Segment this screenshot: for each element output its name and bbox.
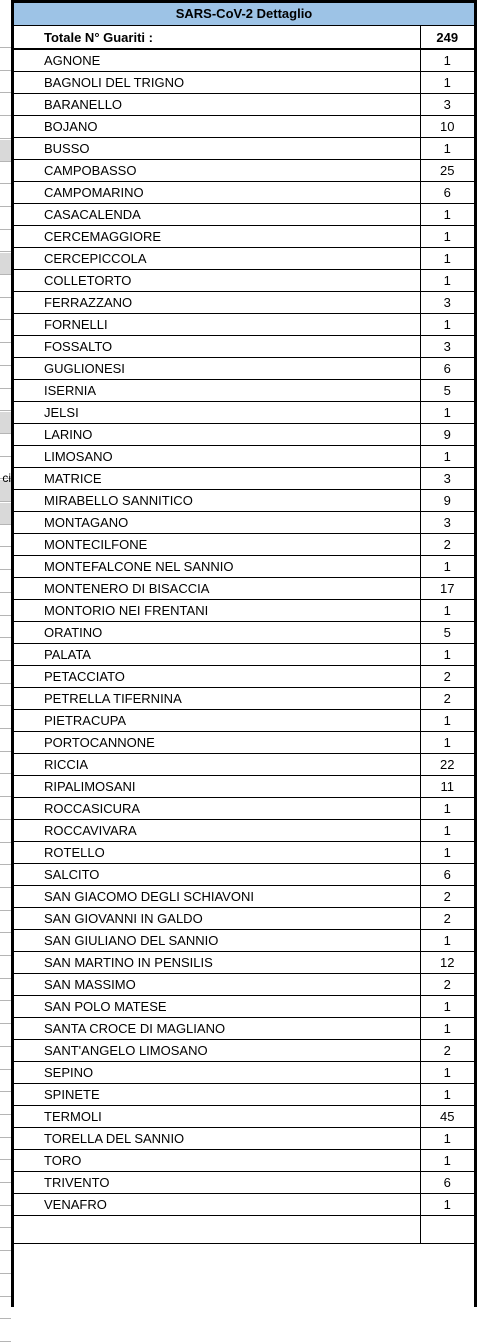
left-grid-cell bbox=[0, 1206, 11, 1228]
left-grid-cell bbox=[0, 1025, 11, 1047]
municipality-name: RICCIA bbox=[40, 753, 420, 775]
municipality-name: CAMPOMARINO bbox=[40, 181, 420, 203]
municipality-name: ROCCAVIVARA bbox=[40, 819, 420, 841]
table-row bbox=[14, 1127, 474, 1149]
municipality-name: BARANELLO bbox=[40, 93, 420, 115]
left-grid-cell bbox=[0, 94, 11, 116]
left-grid-cell bbox=[0, 843, 11, 865]
table-row bbox=[14, 709, 474, 731]
recovered-count: 2 bbox=[420, 1039, 474, 1061]
left-grid-cell bbox=[0, 276, 11, 298]
table-row bbox=[14, 797, 474, 819]
table-row bbox=[14, 577, 474, 599]
table-row bbox=[14, 1105, 474, 1127]
municipality-name: AGNONE bbox=[40, 49, 420, 71]
table-row bbox=[14, 203, 474, 225]
left-grid-cell bbox=[0, 889, 11, 911]
recovered-count: 1 bbox=[420, 1061, 474, 1083]
recovered-count: 1 bbox=[420, 995, 474, 1017]
recovered-count: 1 bbox=[420, 401, 474, 423]
municipality-name: TRIVENTO bbox=[40, 1171, 420, 1193]
left-grid-cell bbox=[0, 367, 11, 389]
table-row bbox=[14, 885, 474, 907]
left-grid-cell bbox=[0, 253, 11, 275]
table-row bbox=[14, 731, 474, 753]
municipality-name: CERCEPICCOLA bbox=[40, 247, 420, 269]
table-row bbox=[14, 951, 474, 973]
table-row bbox=[14, 511, 474, 533]
table-row bbox=[14, 1061, 474, 1083]
left-grid-cell bbox=[0, 71, 11, 93]
municipality-name: MIRABELLO SANNITICO bbox=[40, 489, 420, 511]
left-grid-cell bbox=[0, 298, 11, 320]
municipality-name: MONTAGANO bbox=[40, 511, 420, 533]
left-grid-cell bbox=[0, 185, 11, 207]
municipality-name: FORNELLI bbox=[40, 313, 420, 335]
recovered-count: 1 bbox=[420, 731, 474, 753]
left-grid-cell bbox=[0, 525, 11, 547]
recovered-count: 1 bbox=[420, 203, 474, 225]
total-label: Totale N° Guariti : bbox=[40, 26, 420, 49]
recovered-count: 1 bbox=[420, 643, 474, 665]
left-grid-cell bbox=[0, 957, 11, 979]
left-grid-cell bbox=[0, 798, 11, 820]
left-grid-cell bbox=[0, 321, 11, 343]
recovered-count: 3 bbox=[420, 93, 474, 115]
municipality-name: BUSSO bbox=[40, 137, 420, 159]
table-row bbox=[14, 929, 474, 951]
municipality-name: BOJANO bbox=[40, 115, 420, 137]
table-row bbox=[14, 687, 474, 709]
left-grid-cell bbox=[0, 548, 11, 570]
table-row bbox=[14, 137, 474, 159]
table-row bbox=[14, 1083, 474, 1105]
table-row bbox=[14, 1171, 474, 1193]
recovered-count: 1 bbox=[420, 841, 474, 863]
municipality-name: PETRELLA TIFERNINA bbox=[40, 687, 420, 709]
municipality-name: TERMOLI bbox=[40, 1105, 420, 1127]
table-row bbox=[14, 665, 474, 687]
recovered-count: 1 bbox=[420, 49, 474, 71]
recovered-count: 9 bbox=[420, 423, 474, 445]
municipality-name: LIMOSANO bbox=[40, 445, 420, 467]
left-grid-cell bbox=[0, 1093, 11, 1115]
left-grid-cell bbox=[0, 752, 11, 774]
table-row bbox=[14, 423, 474, 445]
table-row bbox=[14, 379, 474, 401]
recovered-count: 1 bbox=[420, 1017, 474, 1039]
recovered-count: 1 bbox=[420, 71, 474, 93]
left-grid-cell bbox=[0, 707, 11, 729]
left-grid-cell bbox=[0, 775, 11, 797]
municipality-name: SAN GIOVANNI IN GALDO bbox=[40, 907, 420, 929]
left-grid-cell bbox=[0, 1320, 11, 1342]
municipality-name: SANTA CROCE DI MAGLIANO bbox=[40, 1017, 420, 1039]
left-grid-cell bbox=[0, 866, 11, 888]
municipality-name: MONTEFALCONE NEL SANNIO bbox=[40, 555, 420, 577]
recovered-count: 2 bbox=[420, 973, 474, 995]
municipality-name: PETACCIATO bbox=[40, 665, 420, 687]
recovered-count: 1 bbox=[420, 247, 474, 269]
municipality-name: SEPINO bbox=[40, 1061, 420, 1083]
left-grid-cell bbox=[0, 1048, 11, 1070]
municipality-name: SALCITO bbox=[40, 863, 420, 885]
municipality-name: GUGLIONESI bbox=[40, 357, 420, 379]
left-grid-cell bbox=[0, 49, 11, 71]
table-row bbox=[14, 599, 474, 621]
empty-row bbox=[14, 1215, 474, 1243]
left-grid-cell bbox=[0, 1297, 11, 1319]
table-row bbox=[14, 181, 474, 203]
table-row bbox=[14, 775, 474, 797]
left-grid-cell bbox=[0, 344, 11, 366]
recovered-count: 1 bbox=[420, 225, 474, 247]
left-grid-cell bbox=[0, 571, 11, 593]
table-row bbox=[14, 819, 474, 841]
left-grid-cell bbox=[0, 911, 11, 933]
recovered-count: 11 bbox=[420, 775, 474, 797]
municipality-name: COLLETORTO bbox=[40, 269, 420, 291]
table-row bbox=[14, 1039, 474, 1061]
recovered-count: 1 bbox=[420, 929, 474, 951]
recovered-count: 1 bbox=[420, 1127, 474, 1149]
recovered-count: 10 bbox=[420, 115, 474, 137]
municipality-name: ISERNIA bbox=[40, 379, 420, 401]
recovered-count: 12 bbox=[420, 951, 474, 973]
table-row bbox=[14, 71, 474, 93]
left-grid-cell bbox=[0, 979, 11, 1001]
recovered-count: 1 bbox=[420, 1149, 474, 1171]
municipality-name: PIETRACUPA bbox=[40, 709, 420, 731]
municipality-name: MONTECILFONE bbox=[40, 533, 420, 555]
left-grid-cell bbox=[0, 230, 11, 252]
recovered-count: 2 bbox=[420, 533, 474, 555]
left-grid-cell bbox=[0, 1161, 11, 1183]
recovered-count: 6 bbox=[420, 863, 474, 885]
left-grid-cell bbox=[0, 1229, 11, 1251]
table-row bbox=[14, 225, 474, 247]
recovered-count: 1 bbox=[420, 555, 474, 577]
recovered-count: 1 bbox=[420, 137, 474, 159]
recovered-count: 1 bbox=[420, 445, 474, 467]
municipality-name: CASACALENDA bbox=[40, 203, 420, 225]
recovered-count: 6 bbox=[420, 181, 474, 203]
table-row bbox=[14, 555, 474, 577]
recovered-count: 6 bbox=[420, 1171, 474, 1193]
table-row bbox=[14, 269, 474, 291]
municipality-name: SPINETE bbox=[40, 1083, 420, 1105]
municipality-name: VENAFRO bbox=[40, 1193, 420, 1215]
municipality-name: SAN GIACOMO DEGLI SCHIAVONI bbox=[40, 885, 420, 907]
left-grid-cell bbox=[0, 821, 11, 843]
left-grid-cell bbox=[0, 1070, 11, 1092]
recovered-count: 6 bbox=[420, 357, 474, 379]
recovered-count: 3 bbox=[420, 467, 474, 489]
municipality-name: SAN GIULIANO DEL SANNIO bbox=[40, 929, 420, 951]
table-row bbox=[14, 643, 474, 665]
recovered-count: 3 bbox=[420, 335, 474, 357]
left-grid-cell bbox=[0, 208, 11, 230]
left-grid-cell bbox=[0, 435, 11, 457]
left-grid-cell bbox=[0, 26, 11, 48]
table-row bbox=[14, 1149, 474, 1171]
municipality-name: MONTENERO DI BISACCIA bbox=[40, 577, 420, 599]
left-grid-cell bbox=[0, 730, 11, 752]
left-grid-cell bbox=[0, 140, 11, 162]
left-grid-cell bbox=[0, 616, 11, 638]
left-grid-cell bbox=[0, 503, 11, 525]
municipality-name: BAGNOLI DEL TRIGNO bbox=[40, 71, 420, 93]
municipality-name: FOSSALTO bbox=[40, 335, 420, 357]
municipality-name: FERRAZZANO bbox=[40, 291, 420, 313]
table-row bbox=[14, 291, 474, 313]
municipality-name: SAN MASSIMO bbox=[40, 973, 420, 995]
table-row bbox=[14, 621, 474, 643]
recovered-count: 5 bbox=[420, 379, 474, 401]
recovered-count: 2 bbox=[420, 885, 474, 907]
left-text-fragment: ci bbox=[2, 471, 11, 485]
table-row bbox=[14, 1017, 474, 1039]
recovered-count: 45 bbox=[420, 1105, 474, 1127]
table-row bbox=[14, 753, 474, 775]
table-row bbox=[14, 841, 474, 863]
municipality-name: SAN MARTINO IN PENSILIS bbox=[40, 951, 420, 973]
left-grid-cell bbox=[0, 662, 11, 684]
municipality-name: RIPALIMOSANI bbox=[40, 775, 420, 797]
municipality-name: ROTELLO bbox=[40, 841, 420, 863]
left-grid-cell bbox=[0, 1252, 11, 1274]
recovered-count: 2 bbox=[420, 907, 474, 929]
recovered-count: 3 bbox=[420, 511, 474, 533]
left-grid-cell bbox=[0, 684, 11, 706]
municipality-name: TORO bbox=[40, 1149, 420, 1171]
table-row bbox=[14, 533, 474, 555]
left-grid-cell bbox=[0, 639, 11, 661]
table-row bbox=[14, 357, 474, 379]
municipality-name: JELSI bbox=[40, 401, 420, 423]
recovered-count: 1 bbox=[420, 819, 474, 841]
recovered-count: 1 bbox=[420, 797, 474, 819]
left-grid-cell bbox=[0, 117, 11, 139]
table-row bbox=[14, 863, 474, 885]
table-title: SARS-CoV-2 Dettaglio bbox=[11, 0, 477, 26]
table-row bbox=[14, 467, 474, 489]
table-row bbox=[14, 335, 474, 357]
municipality-name: SAN POLO MATESE bbox=[40, 995, 420, 1017]
left-grid-cell bbox=[0, 1184, 11, 1206]
recovered-count: 3 bbox=[420, 291, 474, 313]
recovered-table bbox=[14, 26, 474, 1244]
recovered-count: 1 bbox=[420, 1083, 474, 1105]
municipality-name: MATRICE bbox=[40, 467, 420, 489]
recovered-count: 22 bbox=[420, 753, 474, 775]
table-row bbox=[14, 445, 474, 467]
table-row bbox=[14, 93, 474, 115]
total-value: 249 bbox=[420, 26, 474, 49]
table-row bbox=[14, 247, 474, 269]
recovered-count: 1 bbox=[420, 709, 474, 731]
total-row bbox=[14, 26, 474, 49]
left-grid-cell bbox=[0, 594, 11, 616]
table-row bbox=[14, 973, 474, 995]
left-grid-cell bbox=[0, 934, 11, 956]
left-grid-cell bbox=[0, 1138, 11, 1160]
municipality-name: PALATA bbox=[40, 643, 420, 665]
municipality-name: ORATINO bbox=[40, 621, 420, 643]
municipality-name: CAMPOBASSO bbox=[40, 159, 420, 181]
left-grid-cell bbox=[0, 389, 11, 411]
recovered-count: 1 bbox=[420, 1193, 474, 1215]
recovered-count: 1 bbox=[420, 599, 474, 621]
municipality-name: SANT'ANGELO LIMOSANO bbox=[40, 1039, 420, 1061]
recovered-count: 25 bbox=[420, 159, 474, 181]
municipality-name: ROCCASICURA bbox=[40, 797, 420, 819]
municipality-name: MONTORIO NEI FRENTANI bbox=[40, 599, 420, 621]
table-row bbox=[14, 995, 474, 1017]
table-row bbox=[14, 159, 474, 181]
municipality-name: TORELLA DEL SANNIO bbox=[40, 1127, 420, 1149]
table-row bbox=[14, 907, 474, 929]
table-row bbox=[14, 49, 474, 71]
municipality-name: PORTOCANNONE bbox=[40, 731, 420, 753]
recovered-count: 17 bbox=[420, 577, 474, 599]
table-row bbox=[14, 115, 474, 137]
left-grid-cell bbox=[0, 162, 11, 184]
table-row bbox=[14, 313, 474, 335]
left-grid-cell bbox=[0, 1116, 11, 1138]
left-grid-cell bbox=[0, 1002, 11, 1024]
recovered-count: 1 bbox=[420, 269, 474, 291]
left-grid-cell bbox=[0, 412, 11, 434]
municipality-name: LARINO bbox=[40, 423, 420, 445]
table-row bbox=[14, 401, 474, 423]
left-grid-cell bbox=[0, 1275, 11, 1297]
recovered-count: 9 bbox=[420, 489, 474, 511]
municipality-name: CERCEMAGGIORE bbox=[40, 225, 420, 247]
recovered-count: 2 bbox=[420, 665, 474, 687]
left-adjacent-sheet-strip bbox=[0, 0, 11, 1307]
recovered-count: 2 bbox=[420, 687, 474, 709]
recovered-count: 5 bbox=[420, 621, 474, 643]
recovered-count: 1 bbox=[420, 313, 474, 335]
table-row bbox=[14, 489, 474, 511]
table-row bbox=[14, 1193, 474, 1215]
